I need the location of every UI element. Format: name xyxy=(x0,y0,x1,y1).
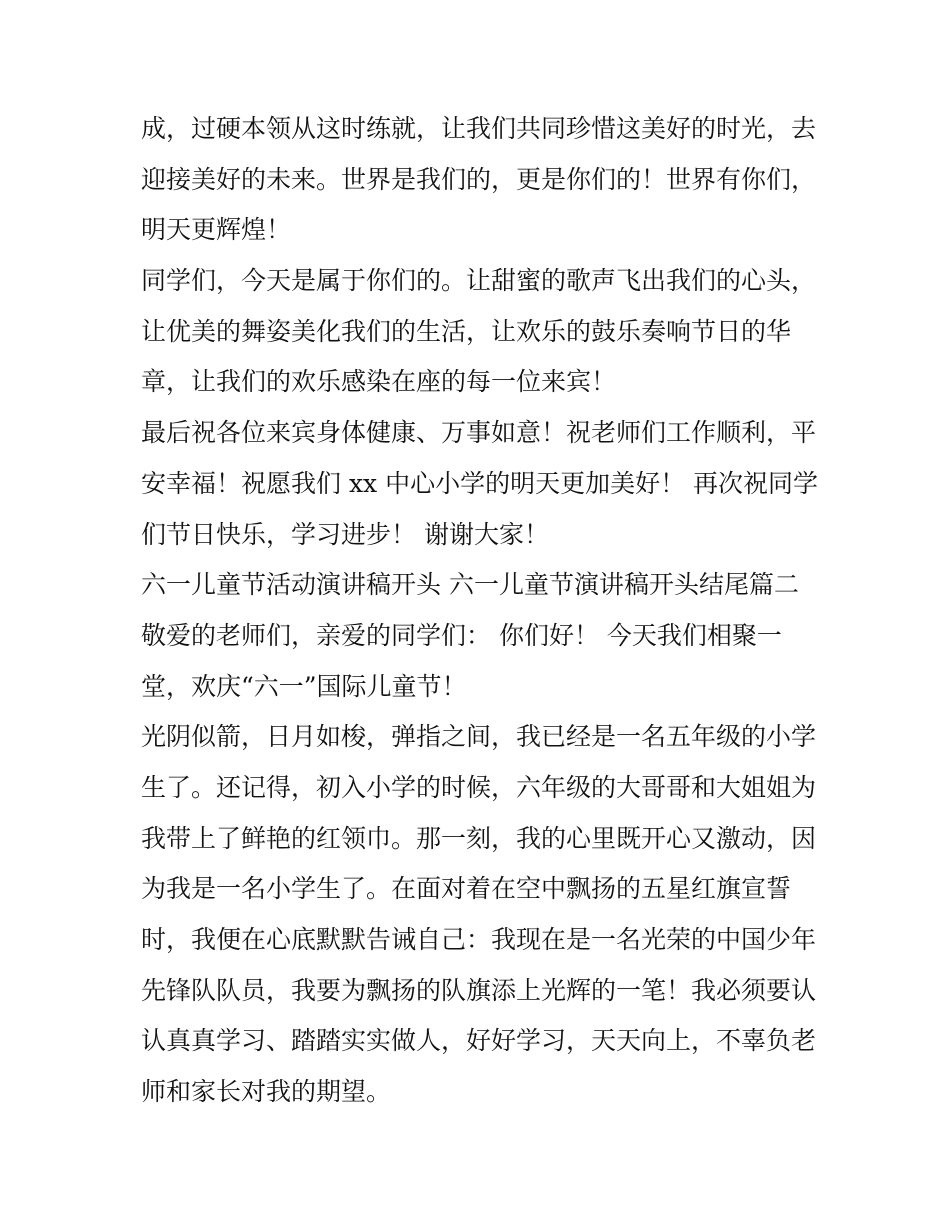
text-line: 成，过硬本领从这时练就，让我们共同珍惜这美好的时光，去 xyxy=(141,114,817,143)
text-line: 同学们，今天是属于你们的。让甜蜜的歌声飞出我们的心头， xyxy=(141,266,817,296)
text-line: 堂，欢庆“六一”国际儿童节！ xyxy=(141,671,467,701)
text-line: 章，让我们的欢乐感染在座的每一位来宾！ xyxy=(141,367,617,397)
text-line: 为我是一名小学生了。在面对着在空中飘扬的五星红旗宣誓 xyxy=(141,874,792,904)
text-line: 光阴似箭，日月如梭，弹指之间，我已经是一名五年级的小学 xyxy=(141,722,817,752)
text-line: 安幸福！祝愿我们 xx 中心小学的明天更加美好！ 再次祝同学 xyxy=(141,468,819,498)
text-line: 我带上了鲜艳的红领巾。那一刻，我的心里既开心又激动，因 xyxy=(141,823,817,853)
section-heading: 六一儿童节活动演讲稿开头 六一儿童节演讲稿开头结尾篇二 xyxy=(141,570,799,600)
text-line: 迎接美好的未来。世界是我们的，更是你们的！世界有你们， xyxy=(141,164,817,194)
text-line: 生了。还记得，初入小学的时候，六年级的大哥哥和大姐姐为 xyxy=(141,772,817,802)
text-line: 让优美的舞姿美化我们的生活，让欢乐的鼓乐奏响节日的华 xyxy=(141,316,792,346)
text-line: 时，我便在心底默默告诫自己：我现在是一名光荣的中国少年 xyxy=(141,925,817,954)
document-body xyxy=(141,104,821,1118)
text-line: 最后祝各位来宾身体健康、万事如意！祝老师们工作顺利，平 xyxy=(141,418,817,448)
text-line: 先锋队队员，我要为飘扬的队旗添上光辉的一笔！我必须要认 xyxy=(141,975,817,1005)
text-line: 明天更辉煌！ xyxy=(141,215,292,245)
text-line: 们节日快乐，学习进步！ 谢谢大家！ xyxy=(141,519,549,549)
text-line: 师和家长对我的期望。 xyxy=(141,1077,392,1107)
text-line: 敬爱的老师们，亲爱的同学们： 你们好！ 今天我们相聚一 xyxy=(141,620,782,650)
text-line: 认真真学习、踏踏实实做人，好好学习，天天向上，不辜负老 xyxy=(141,1026,817,1056)
